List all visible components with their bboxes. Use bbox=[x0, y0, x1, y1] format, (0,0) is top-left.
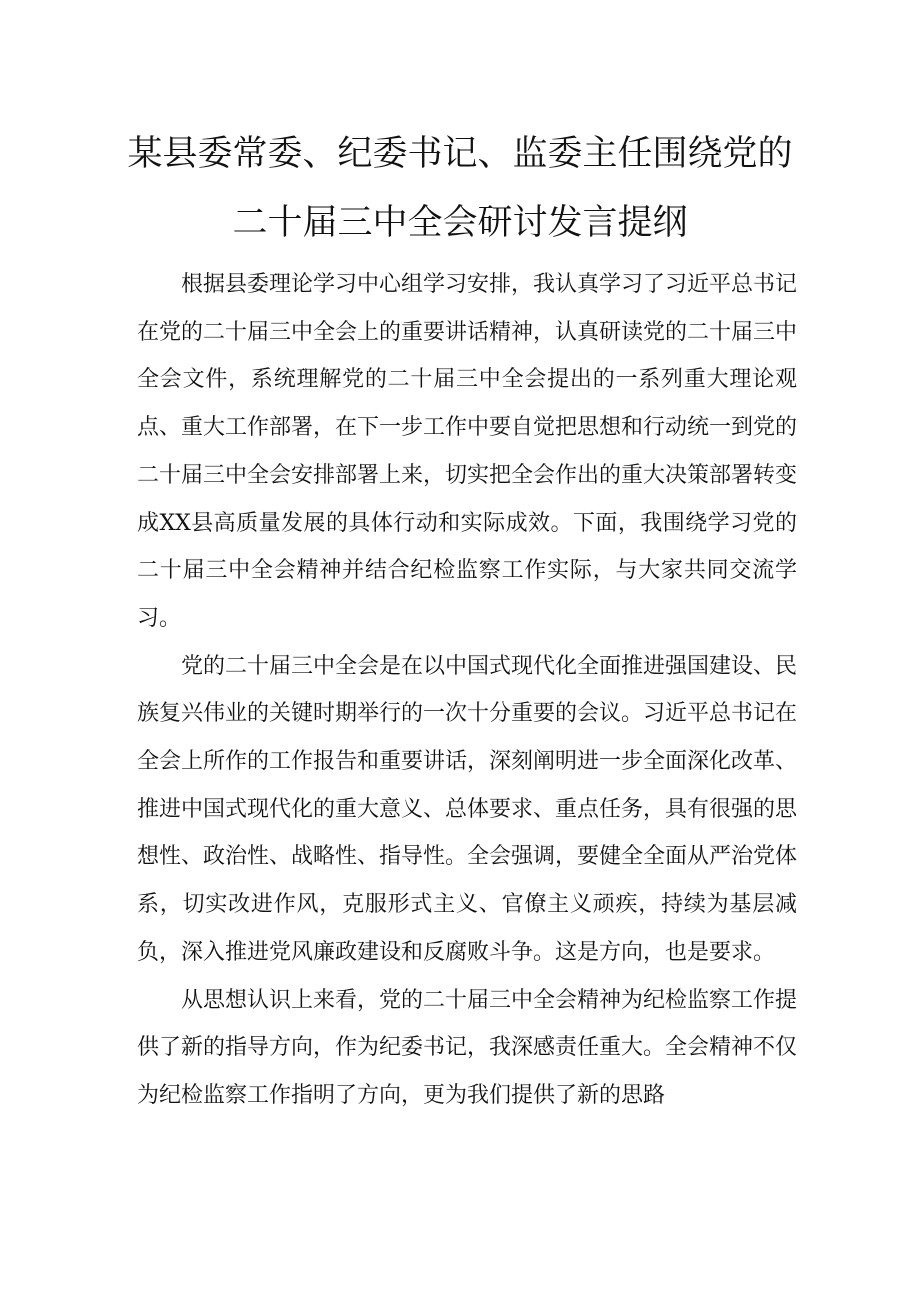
paragraph-2: 党的二十届三中全会是在以中国式现代化全面推进强国建设、民族复兴伟业的关键时期举行的一次十分重要的会议。习近平总书记在全会上所作的工作报告和重要讲话，深刻阐明进一步全面深化改革、推进中国式现代化的重大意义、总体要求、重点任务，具有很强的思想性、政治性、战略性、指导性。全会强调，要健全全面从严治党体系，切实改进作风，克服形式主义、官僚主义顽疾，持续为基层减负，深入推进党风廉政建设和反腐败斗争。这是方向，也是要求。 bbox=[137, 653, 798, 965]
document-title-line-1: 某县委常委、纪委书记、监委主任围绕党的 bbox=[127, 134, 793, 174]
paragraph-1: 根据县委理论学习中心组学习安排，我认真学习了习近平总书记在党的二十届三中全会上的重要讲话精神，认真研读党的二十届三中全会文件，系统理解党的二十届三中全会提出的一系列重大理论观点、重大工作部署，在下一步工作中要自觉把思想和行动统一到党的二十届三中全会安排部署上来，切实把全会作出的重大决策部署转变成XX县高质量发展的具体行动和实际成效。下面，我围绕学习党的二十届三中全会精神并结合纪检监察工作实际，与大家共同交流学习。 bbox=[137, 272, 798, 631]
document-body bbox=[137, 261, 797, 1120]
paragraph-3: 从思想认识上来看，党的二十届三中全会精神为纪检监察工作提供了新的指导方向，作为纪委书记，我深感责任重大。全会精神不仅为纪检监察工作指明了方向，更为我们提供了新的思路 bbox=[137, 987, 798, 1108]
document-title-line-2: 二十届三中全会研讨发言提纲 bbox=[232, 203, 688, 243]
